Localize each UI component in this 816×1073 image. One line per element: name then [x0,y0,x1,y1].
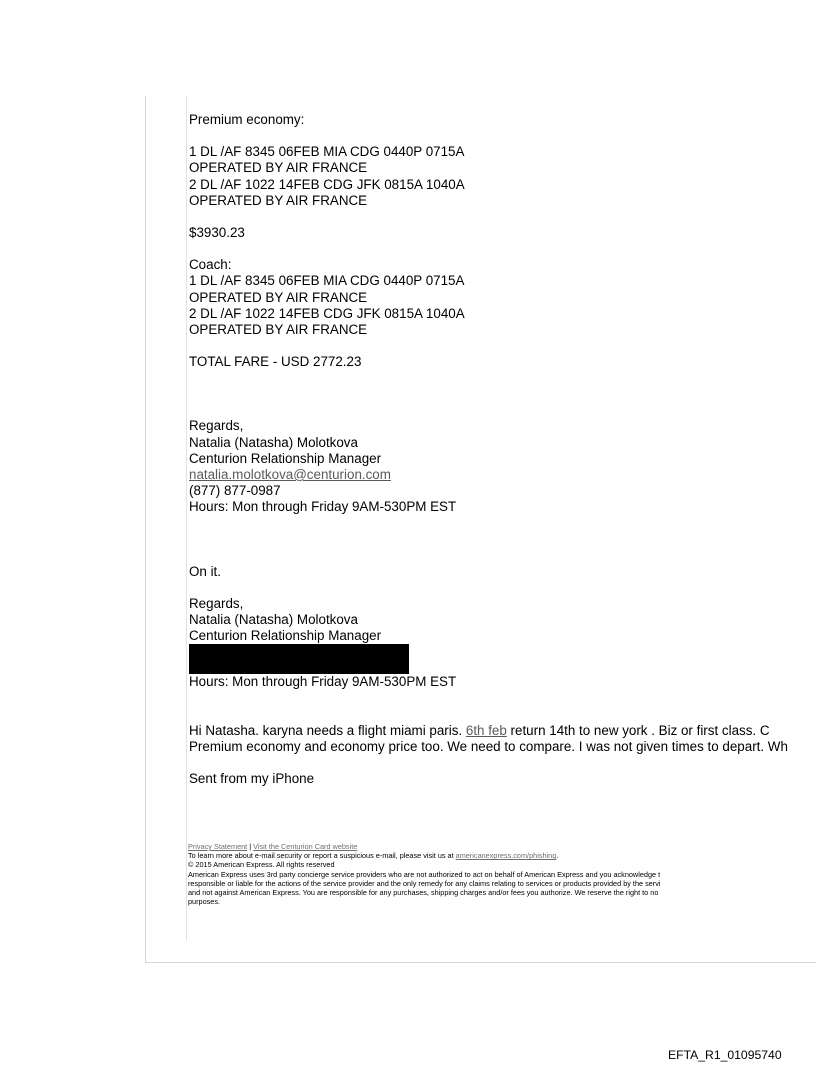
premium-segment-1: 1 DL /AF 8345 06FEB MIA CDG 0440P 0715A [189,144,465,160]
footer-links: Privacy Statement | Visit the Centurion Card website [188,842,358,851]
sent-from: Sent from my iPhone [189,771,315,787]
coach-heading: Coach: [189,257,232,273]
signature1-regards: Regards, [189,418,244,434]
footer-security-line: To learn more about e-mail security or report a suspicious e-mail, please visit us at americanexpress.com/phishing. [188,851,559,861]
footer-disclaimer-4: purposes. [188,897,221,907]
email-body [189,112,816,787]
email-footer [188,842,816,906]
coach-operated-2: OPERATED BY AIR FRANCE [189,322,368,338]
premium-operated-2: OPERATED BY AIR FRANCE [189,192,368,208]
email-body-rule [186,96,188,941]
footer-disclaimer-2: responsible or liable for the actions of the service provider and the only remedy for any claims relating to services or products provided by the servi [188,878,661,888]
premium-segment-2: 2 DL /AF 1022 14FEB CDG JFK 0815A 1040A [189,176,465,192]
coach-total-fare: TOTAL FARE - USD 2772.23 [189,354,362,370]
coach-operated-1: OPERATED BY AIR FRANCE [189,289,368,305]
redaction-block [189,644,409,674]
privacy-statement-link[interactable]: Privacy Statement [188,842,248,851]
signature1-phone: (877) 877-0987 [189,483,281,499]
footer-copyright: © 2015 American Express. All rights reserved [188,860,335,870]
footer-disclaimer-1: American Express uses 3rd party concierge service providers who are not authorized to act on behalf of American Express and you acknowledge t [188,869,661,879]
signature2-title: Centurion Relationship Manager [189,628,382,644]
signature1-hours: Hours: Mon through Friday 9AM-530PM EST [189,499,457,515]
signature1-title: Centurion Relationship Manager [189,450,382,466]
signature1-email-link[interactable]: natalia.molotkova@centurion.com [189,467,391,483]
reply-text: On it. [189,563,221,579]
coach-segment-1: 1 DL /AF 8345 06FEB MIA CDG 0440P 0715A [189,273,465,289]
centurion-website-link[interactable]: Visit the Centurion Card website [253,842,358,851]
original-message-line-1: Hi Natasha. karyna needs a flight miami paris. 6th feb return 14th to new york . Biz or first class. C [189,722,770,738]
date-link[interactable]: 6th feb [465,722,507,738]
signature2-regards: Regards, [189,595,244,611]
footer-disclaimer-3: and not against American Express. You are responsible for any purchases, shipping charges and/or fees you authorize. We reserve the right to no [188,888,659,898]
signature2-hours: Hours: Mon through Friday 9AM-530PM EST [189,674,457,690]
signature1-name: Natalia (Natasha) Molotkova [189,434,358,450]
phishing-link[interactable]: americanexpress.com/phishing [455,851,557,861]
premium-operated-1: OPERATED BY AIR FRANCE [189,160,368,176]
signature2-name: Natalia (Natasha) Molotkova [189,612,358,628]
premium-heading: Premium economy: [189,112,305,127]
coach-segment-2: 2 DL /AF 1022 14FEB CDG JFK 0815A 1040A [189,305,465,321]
premium-price: $3930.23 [189,225,245,241]
original-message-line-2: Premium economy and economy price too. We need to compare. I was not given times to depart. Wh [189,738,788,754]
document-id: EFTA_R1_01095740 [668,1048,782,1062]
